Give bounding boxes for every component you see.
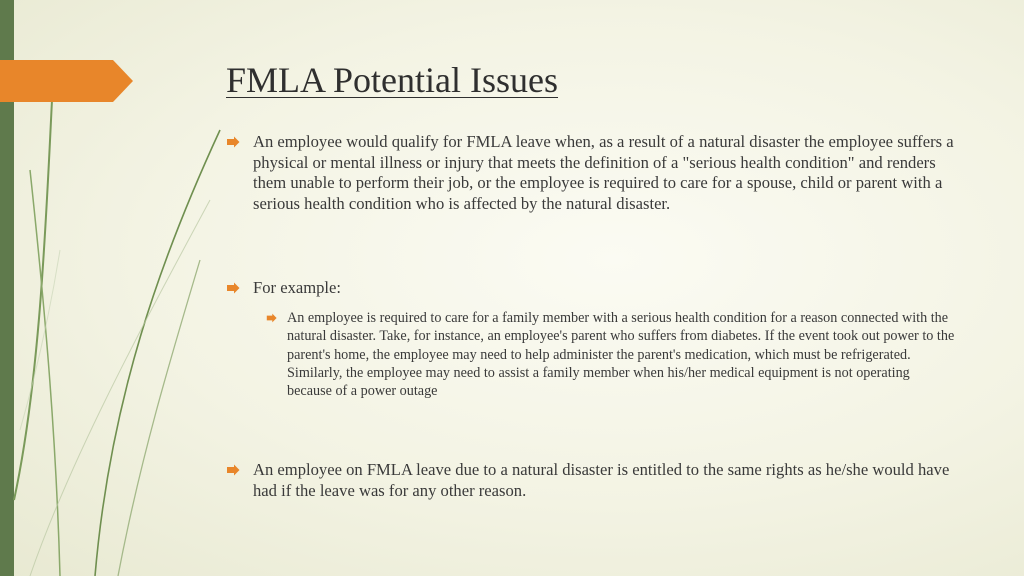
grass-line-4 [118, 260, 200, 576]
grass-line-3 [95, 130, 220, 576]
sub-bullet-text: An employee is required to care for a family member with a serious health condition for a reason connected with the natural disaster. Take, for instance, an employee's parent who suffers from diabetes. If the event took out power to the parent's home, the employee may need to help administer the parent's medication, which must be refrigerated. Similarly, the employee may need to assist a family member when his/her medical equipment is not operating because of a power outage [287, 310, 955, 400]
arrow-bullet-icon [266, 313, 277, 323]
orange-title-tab [0, 60, 133, 102]
bullet-text: An employee would qualify for FMLA leave when, as a result of a natural disaster the employee suffers a physical or mental illness or injury that meets the definition of a "serious health condition" and renders them unable to perform their job, or the employee is required to care for a spouse, child or parent with a serious health condition who is affected by the natural disaster. [253, 132, 954, 213]
bullet-text: An employee on FMLA leave due to a natural disaster is entitled to the same rights as he/she would have had if the leave was for any other reason. [253, 460, 950, 500]
arrow-bullet-icon [226, 464, 240, 476]
grass-line-2 [30, 170, 60, 576]
bullet-item [226, 132, 966, 214]
arrow-bullet-icon [226, 282, 240, 294]
arrow-bullet-icon [226, 136, 240, 148]
grass-line-5 [30, 200, 210, 576]
bullet-item [226, 278, 966, 299]
bullet-text: For example: [253, 278, 342, 297]
grass-line-1 [14, 100, 52, 500]
slide-title: FMLA Potential Issues [226, 60, 559, 100]
sub-bullet-item [266, 309, 956, 400]
bullet-item [226, 460, 966, 501]
grass-line-6 [20, 250, 60, 430]
